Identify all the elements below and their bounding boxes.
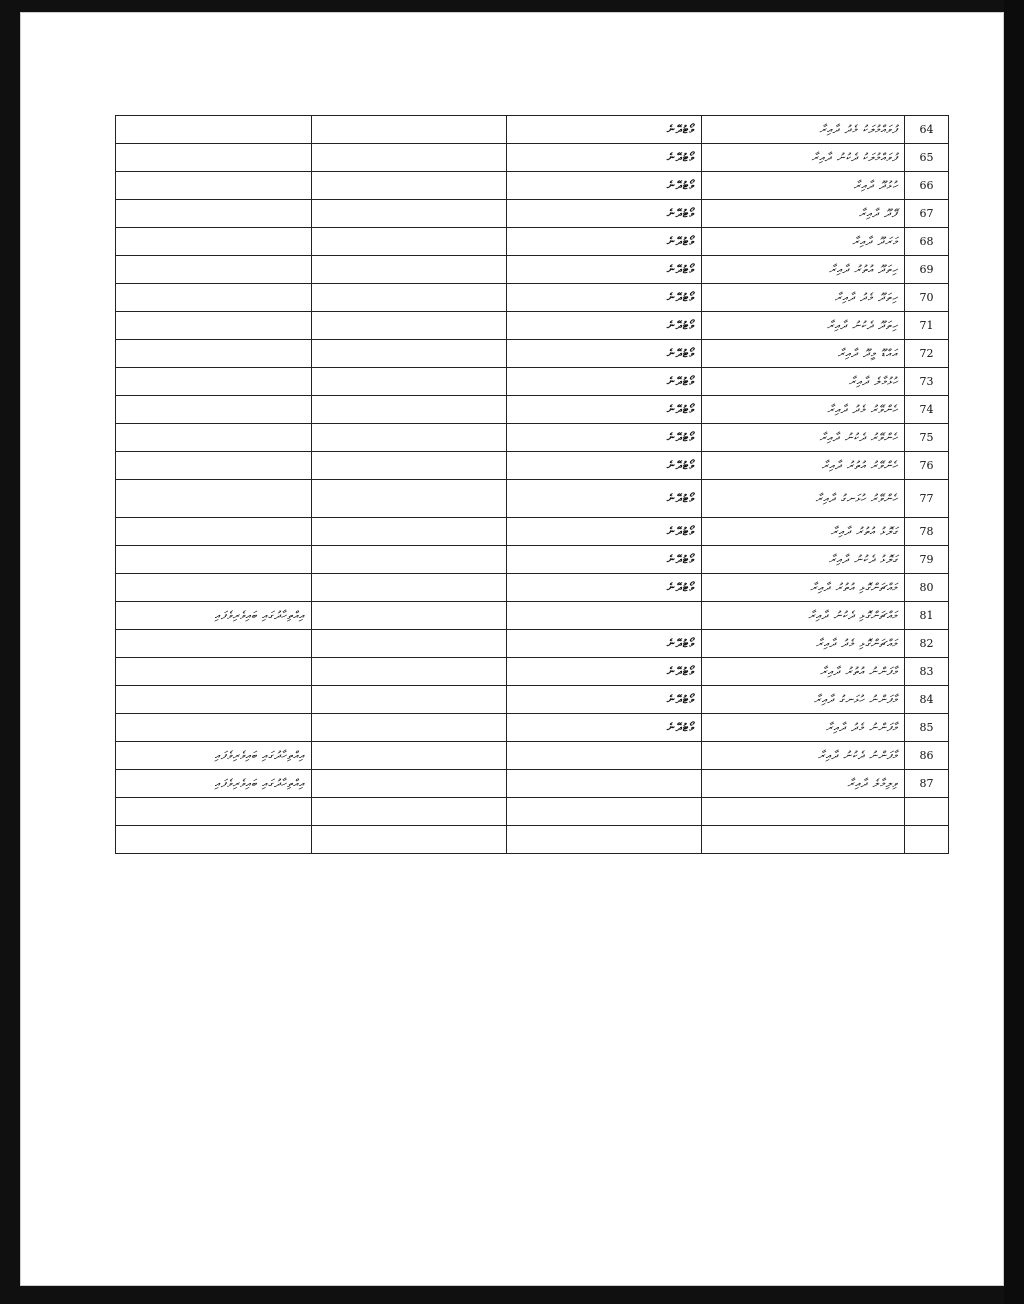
note-cell: އިއްތިހާދުގައި ބައިވެރިވެފައި bbox=[116, 602, 312, 630]
note-cell bbox=[116, 284, 312, 312]
status-cell: ވޯޓުދޭނެ bbox=[507, 340, 702, 368]
note-cell bbox=[116, 116, 312, 144]
row-number-cell: 76 bbox=[905, 452, 949, 480]
row-number-cell: 85 bbox=[905, 714, 949, 742]
empty-cell bbox=[312, 658, 507, 686]
status-cell: ވޯޓުދޭނެ bbox=[507, 312, 702, 340]
empty-cell bbox=[312, 200, 507, 228]
page-edge bbox=[1004, 0, 1024, 1304]
table-row bbox=[116, 284, 949, 312]
table-row bbox=[116, 172, 949, 200]
row-number-cell: 77 bbox=[905, 480, 949, 518]
status-cell: ވޯޓުދޭނެ bbox=[507, 630, 702, 658]
row-number-cell: 80 bbox=[905, 574, 949, 602]
status-cell: ވޯޓުދޭނެ bbox=[507, 368, 702, 396]
constituency-name-cell: ހެންވޭރު ހުޅަނގު ދާއިރާ bbox=[702, 480, 905, 518]
constituency-name-cell: ފޭދޫ ދާއިރާ bbox=[702, 200, 905, 228]
table-row bbox=[116, 396, 949, 424]
row-number-cell: 84 bbox=[905, 686, 949, 714]
status-cell bbox=[507, 602, 702, 630]
constituency-name-cell: ހިތަދޫ ދެކުނު ދާއިރާ bbox=[702, 312, 905, 340]
empty-cell bbox=[312, 116, 507, 144]
constituency-name-cell: ގަލޮޅު ދެކުނު ދާއިރާ bbox=[702, 546, 905, 574]
row-number-cell: 68 bbox=[905, 228, 949, 256]
empty-cell bbox=[312, 340, 507, 368]
empty-cell bbox=[312, 228, 507, 256]
table-row bbox=[116, 742, 949, 770]
row-number-cell: 73 bbox=[905, 368, 949, 396]
note-cell bbox=[116, 452, 312, 480]
table-row bbox=[116, 480, 949, 518]
constituency-name-cell: ހުޅުމާލެ ދާއިރާ bbox=[702, 368, 905, 396]
status-cell: ވޯޓުދޭނެ bbox=[507, 574, 702, 602]
row-number-cell: 74 bbox=[905, 396, 949, 424]
status-cell: ވޯޓުދޭނެ bbox=[507, 686, 702, 714]
status-cell: ވޯޓުދޭނެ bbox=[507, 658, 702, 686]
note-cell bbox=[116, 312, 312, 340]
empty-cell bbox=[312, 630, 507, 658]
row-number-cell: 67 bbox=[905, 200, 949, 228]
row-number-cell: 79 bbox=[905, 546, 949, 574]
status-cell: ވޯޓުދޭނެ bbox=[507, 396, 702, 424]
constituency-name-cell: މަރަދޫ ދާއިރާ bbox=[702, 228, 905, 256]
note-cell bbox=[116, 798, 312, 826]
note-cell bbox=[116, 340, 312, 368]
empty-cell bbox=[312, 396, 507, 424]
constituency-name-cell: ހެންވޭރު އުތުރު ދާއިރާ bbox=[702, 452, 905, 480]
note-cell: އިއްތިހާދުގައި ބައިވެރިވެފައި bbox=[116, 742, 312, 770]
empty-cell bbox=[312, 480, 507, 518]
empty-cell bbox=[312, 798, 507, 826]
table-row bbox=[116, 518, 949, 546]
empty-cell bbox=[312, 546, 507, 574]
empty-cell bbox=[312, 574, 507, 602]
constituency-name-cell: ފުވައްމުލަކު މެދު ދާއިރާ bbox=[702, 116, 905, 144]
row-number-cell: 72 bbox=[905, 340, 949, 368]
note-cell bbox=[116, 714, 312, 742]
note-cell bbox=[116, 368, 312, 396]
note-cell bbox=[116, 630, 312, 658]
status-cell bbox=[507, 770, 702, 798]
table-body bbox=[116, 116, 949, 854]
status-cell: ވޯޓުދޭނެ bbox=[507, 452, 702, 480]
constituency-name-cell: ހިތަދޫ އުތުރު ދާއިރާ bbox=[702, 256, 905, 284]
status-cell: ވޯޓުދޭނެ bbox=[507, 480, 702, 518]
table-row bbox=[116, 144, 949, 172]
table-row bbox=[116, 368, 949, 396]
row-number-cell: 75 bbox=[905, 424, 949, 452]
constituency-name-cell: ގަލޮޅު އުތުރު ދާއިރާ bbox=[702, 518, 905, 546]
status-cell: ވޯޓުދޭނެ bbox=[507, 424, 702, 452]
row-number-cell: 83 bbox=[905, 658, 949, 686]
note-cell bbox=[116, 144, 312, 172]
constituency-name-cell: ހިތަދޫ މެދު ދާއިރާ bbox=[702, 284, 905, 312]
note-cell bbox=[116, 826, 312, 854]
empty-cell bbox=[312, 172, 507, 200]
empty-cell bbox=[312, 256, 507, 284]
row-number-cell: 82 bbox=[905, 630, 949, 658]
table-row bbox=[116, 574, 949, 602]
note-cell bbox=[116, 574, 312, 602]
table-row bbox=[116, 630, 949, 658]
note-cell bbox=[116, 200, 312, 228]
status-cell bbox=[507, 826, 702, 854]
status-cell bbox=[507, 742, 702, 770]
row-number-cell: 87 bbox=[905, 770, 949, 798]
note-cell bbox=[116, 172, 312, 200]
row-number-cell: 70 bbox=[905, 284, 949, 312]
note-cell bbox=[116, 256, 312, 284]
row-number-cell: 64 bbox=[905, 116, 949, 144]
note-cell: އިއްތިހާދުގައި ބައިވެރިވެފައި bbox=[116, 770, 312, 798]
constituency-name-cell: މައްޗަންގޮޅި އުތުރު ދާއިރާ bbox=[702, 574, 905, 602]
empty-cell bbox=[312, 518, 507, 546]
status-cell: ވޯޓުދޭނެ bbox=[507, 714, 702, 742]
table-row bbox=[116, 452, 949, 480]
note-cell bbox=[116, 396, 312, 424]
empty-cell bbox=[312, 368, 507, 396]
table-row bbox=[116, 602, 949, 630]
empty-cell bbox=[312, 770, 507, 798]
status-cell bbox=[507, 798, 702, 826]
empty-cell bbox=[312, 714, 507, 742]
empty-cell bbox=[312, 144, 507, 172]
table-row bbox=[116, 798, 949, 826]
constituency-name-cell: އައްޑޫ މީދޫ ދާއިރާ bbox=[702, 340, 905, 368]
table-row bbox=[116, 770, 949, 798]
row-number-cell bbox=[905, 798, 949, 826]
empty-cell bbox=[312, 424, 507, 452]
row-number-cell bbox=[905, 826, 949, 854]
note-cell bbox=[116, 228, 312, 256]
table-row bbox=[116, 546, 949, 574]
constituency-table bbox=[115, 115, 949, 854]
constituency-name-cell: މާފަންނު އުތުރު ދާއިރާ bbox=[702, 658, 905, 686]
row-number-cell: 81 bbox=[905, 602, 949, 630]
constituency-name-cell: ވިލިމާލެ ދާއިރާ bbox=[702, 770, 905, 798]
table-row bbox=[116, 686, 949, 714]
status-cell: ވޯޓުދޭނެ bbox=[507, 116, 702, 144]
table-row bbox=[116, 424, 949, 452]
table-row bbox=[116, 714, 949, 742]
row-number-cell: 69 bbox=[905, 256, 949, 284]
note-cell bbox=[116, 480, 312, 518]
empty-cell bbox=[312, 826, 507, 854]
table-row bbox=[116, 340, 949, 368]
constituency-name-cell: މާފަންނު ހުޅަނގު ދާއިރާ bbox=[702, 686, 905, 714]
empty-cell bbox=[312, 312, 507, 340]
empty-cell bbox=[312, 742, 507, 770]
empty-cell bbox=[312, 602, 507, 630]
constituency-name-cell: ހެންވޭރު މެދު ދާއިރާ bbox=[702, 396, 905, 424]
row-number-cell: 86 bbox=[905, 742, 949, 770]
table-row bbox=[116, 256, 949, 284]
note-cell bbox=[116, 546, 312, 574]
empty-cell bbox=[312, 452, 507, 480]
status-cell: ވޯޓުދޭނެ bbox=[507, 256, 702, 284]
constituency-name-cell: ހެންވޭރު ދެކުނު ދާއިރާ bbox=[702, 424, 905, 452]
row-number-cell: 78 bbox=[905, 518, 949, 546]
empty-cell bbox=[312, 686, 507, 714]
status-cell: ވޯޓުދޭނެ bbox=[507, 172, 702, 200]
status-cell: ވޯޓުދޭނެ bbox=[507, 546, 702, 574]
constituency-name-cell: މާފަންނު ދެކުނު ދާއިރާ bbox=[702, 742, 905, 770]
empty-cell bbox=[312, 284, 507, 312]
constituency-name-cell: މާފަންނު މެދު ދާއިރާ bbox=[702, 714, 905, 742]
row-number-cell: 66 bbox=[905, 172, 949, 200]
table-row bbox=[116, 312, 949, 340]
status-cell: ވޯޓުދޭނެ bbox=[507, 228, 702, 256]
status-cell: ވޯޓުދޭނެ bbox=[507, 518, 702, 546]
note-cell bbox=[116, 686, 312, 714]
row-number-cell: 71 bbox=[905, 312, 949, 340]
constituency-name-cell: މައްޗަންގޮޅި ދެކުނު ދާއިރާ bbox=[702, 602, 905, 630]
status-cell: ވޯޓުދޭނެ bbox=[507, 284, 702, 312]
constituency-name-cell: މައްޗަންގޮޅި މެދު ދާއިރާ bbox=[702, 630, 905, 658]
constituency-name-cell bbox=[702, 798, 905, 826]
status-cell: ވޯޓުދޭނެ bbox=[507, 144, 702, 172]
table-row bbox=[116, 228, 949, 256]
table-row bbox=[116, 116, 949, 144]
constituency-name-cell: ފުވައްމުލަކު ދެކުނު ދާއިރާ bbox=[702, 144, 905, 172]
row-number-cell: 65 bbox=[905, 144, 949, 172]
constituency-name-cell bbox=[702, 826, 905, 854]
table-row bbox=[116, 658, 949, 686]
table-row bbox=[116, 200, 949, 228]
note-cell bbox=[116, 518, 312, 546]
note-cell bbox=[116, 424, 312, 452]
note-cell bbox=[116, 658, 312, 686]
status-cell: ވޯޓުދޭނެ bbox=[507, 200, 702, 228]
constituency-name-cell: ހުޅުދޫ ދާއިރާ bbox=[702, 172, 905, 200]
table-row bbox=[116, 826, 949, 854]
